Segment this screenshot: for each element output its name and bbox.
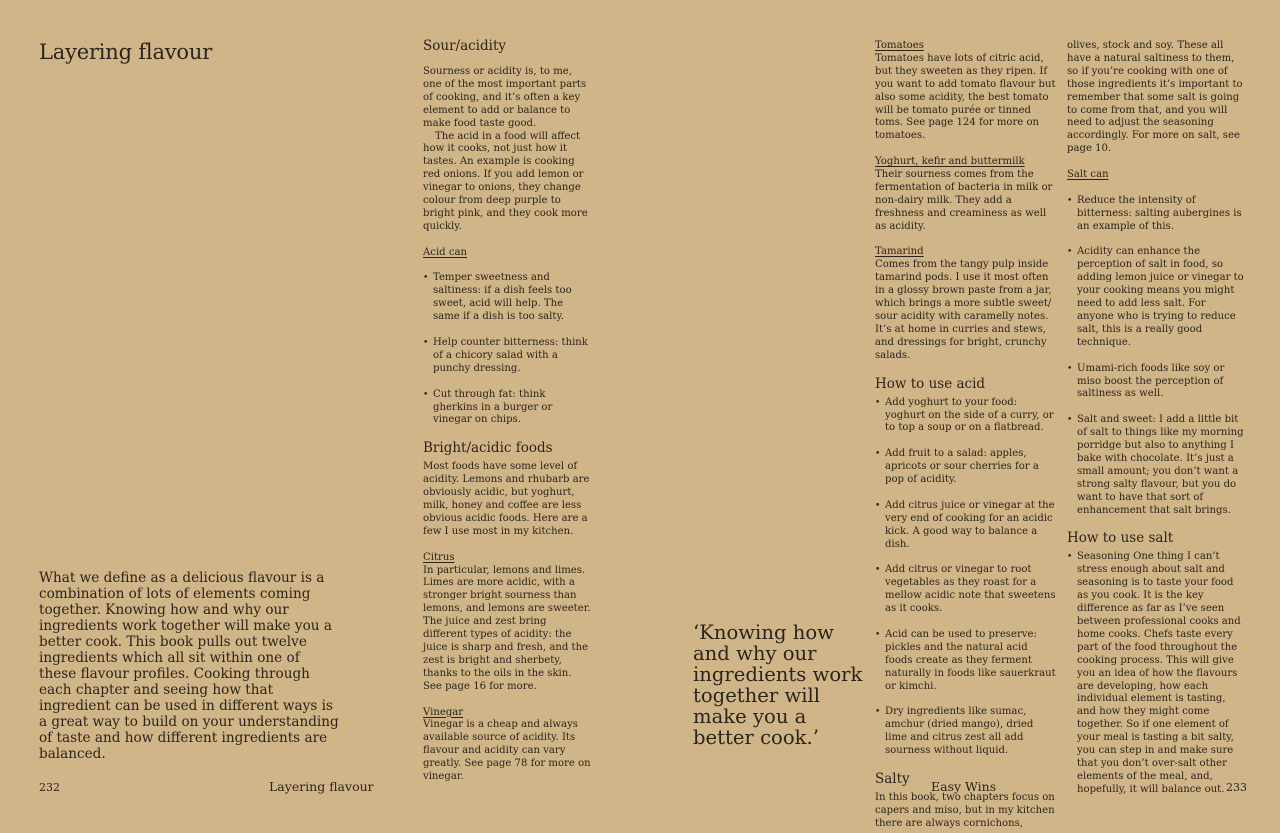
how-to-use-acid-heading: How to use acid	[875, 375, 986, 392]
salty-heading: Salty	[875, 770, 910, 787]
running-head-left: Layering flavour	[269, 779, 374, 794]
how-to-use-acid-list	[875, 397, 1057, 758]
sour-paragraph-2: The acid in a food will affect how it cooks, not just how it tastes. An example is cooking red onions. If you add lemon or vinegar to onions, they change colour from deep purple to bright pink, and they cook more quickly.	[423, 130, 588, 232]
salty-paragraph: In this book, two chapters focus on capers and miso, but in my kitchen there are always cornichons,	[875, 791, 1055, 829]
list-item: • Seasoning One thing I can’t stress enough about salt and seasoning is to taste your food as you cook. It is the key difference as far as I’ve seen between professional cooks and home cooks. Chefs taste every part of the food throughout the cooking process. This will give you an idea of how the flavours are developing, how each individual element is tasting, and how they might come together. So if one element of your meal is tasting a bit salty, you can step in and make sure that you don’t over-salt other elements of the meal, and, hopefully, it will balance out.	[1067, 551, 1245, 796]
list-item: • Umami-rich foods like soy or miso boost the perception of saltiness as well.	[1067, 363, 1245, 402]
running-head-right: Easy Wins	[931, 779, 997, 794]
vinegar-heading: Vinegar	[423, 706, 464, 718]
list-item: • Temper sweetness and saltiness: if a dish feels too sweet, acid will help. The same if a dish is too salty.	[423, 272, 593, 324]
bright-foods-paragraph: Most foods have some level of acidity. Lemons and rhubarb are obviously acidic, but yoghurt, milk, honey and coffee are less obvious acidic foods. Here are a few I use most in my kitchen.	[423, 461, 590, 537]
citrus-heading: Citrus	[423, 551, 455, 563]
salt-column	[1067, 40, 1245, 797]
salty-paragraph-continued: olives, stock and soy. These all have a natural saltiness to them, so if you’re cooking with one of those ingredients it’s important to remember that some salt is going to come from that, and you will need to adjust the seasoning accordingly. For more on salt, see page 10.	[1067, 40, 1243, 155]
citrus-paragraph: In particular, lemons and limes. Limes are more acidic, with a stronger bright sourness than lemons, and lemons are sweeter. The juice and zest bring different types of acidity: the juice is sharp and fresh, and the zest is bright and sherbety, thanks to the oils in the skin. See page 16 for more.	[423, 564, 591, 692]
page-number-left: 232	[39, 781, 60, 794]
list-item: • Acid can be used to preserve: pickles and the natural acid foods create as they ferment naturally in foods like sauerkraut or kimchi.	[875, 629, 1057, 694]
bright-foods-heading: Bright/acidic foods	[423, 440, 553, 457]
salt-can-heading: Salt can	[1067, 169, 1109, 181]
list-item: • Add citrus juice or vinegar at the very end of cooking for an acidic kick. A good way to balance a dish.	[875, 500, 1057, 552]
sour-paragraph-1: Sourness or acidity is, to me, one of the most important parts of cooking, and it’s often a key element to add or balance to make food taste good.	[423, 66, 587, 129]
how-to-use-salt-heading: How to use salt	[1067, 530, 1174, 547]
list-item: • Cut through fat: think gherkins in a burger or vinegar on chips.	[423, 389, 593, 428]
list-item: • Acidity can enhance the perception of salt in food, so adding lemon juice or vinegar to your cooking means you might need to add less salt. For anyone who is trying to reduce salt, this is a really good technique.	[1067, 246, 1245, 349]
list-item: • Add fruit to a salad: apples, apricots or sour cherries for a pop of acidity.	[875, 448, 1057, 487]
list-item: • Salt and sweet: I add a little bit of salt to things like my morning porridge but also to anything I bake with chocolate. It’s just a small amount; you don’t want a strong salty flavour, but you do want to have that sort of enhancement that salt brings.	[1067, 414, 1245, 517]
list-item: • Help counter bitterness: think of a chicory salad with a punchy dressing.	[423, 337, 593, 376]
acid-can-list	[423, 272, 593, 427]
how-to-use-salt-list	[1067, 551, 1245, 796]
sour-heading: Sour/acidity	[423, 38, 507, 54]
list-item: • Add citrus or vinegar to root vegetables as they roast for a mellow acidic note that sweetens as it cooks.	[875, 564, 1057, 616]
yoghurt-paragraph: Their sourness comes from the fermentation of bacteria in milk or non-dairy milk. They add a freshness and creaminess as well as acidity.	[875, 169, 1053, 232]
tomatoes-paragraph: Tomatoes have lots of citric acid, but they sweeten as they ripen. If you want to add tomato flavour but also some acidity, the best tomato will be tomato purée or tinned toms. See page 124 for more on tomatoes.	[875, 52, 1056, 142]
pull-quote: ‘Knowing how and why our ingredients work together will make you a better cook.’	[693, 621, 863, 749]
list-item: • Reduce the intensity of bitterness: salting aubergines is an example of this.	[1067, 195, 1245, 234]
yoghurt-heading: Yoghurt, kefir and buttermilk	[875, 156, 1025, 168]
intro-paragraph: What we define as a delicious flavour is a combination of lots of elements coming together. Knowing how and why our ingredients work together will make you a better cook. This book pulls out twelve ingredients which all sit within one of these flavour profiles. Cooking through each chapter and seeing how that ingredient can be used in different ways is a great way to build on your understanding of taste and how different ingredients are balanced.	[39, 570, 339, 762]
list-item: • Dry ingredients like sumac, amchur (dried mango), dried lime and citrus zest all add sourness without liquid.	[875, 706, 1057, 758]
list-item: • Add yoghurt to your food: yoghurt on the side of a curry, or to top a soup or on a flatbread.	[875, 397, 1057, 436]
acid-foods-column	[875, 40, 1057, 831]
tamarind-heading: Tamarind	[875, 246, 924, 258]
tamarind-paragraph: Comes from the tangy pulp inside tamarind pods. I use it most often in a glossy brown paste from a jar, which brings a more subtle sweet/ sour acidity with caramelly notes. It’s at home in curries and stews, and dressings for bright, crunchy salads.	[875, 259, 1052, 361]
sour-column	[423, 38, 593, 784]
page-number-right: 233	[1226, 781, 1247, 794]
salt-can-list	[1067, 195, 1245, 518]
tomatoes-heading: Tomatoes	[875, 40, 924, 51]
acid-can-heading: Acid can	[423, 246, 468, 258]
chapter-title: Layering flavour	[39, 40, 213, 64]
vinegar-paragraph: Vinegar is a cheap and always available source of acidity. Its flavour and acidity can vary greatly. See page 78 for more on vinegar.	[423, 719, 591, 783]
